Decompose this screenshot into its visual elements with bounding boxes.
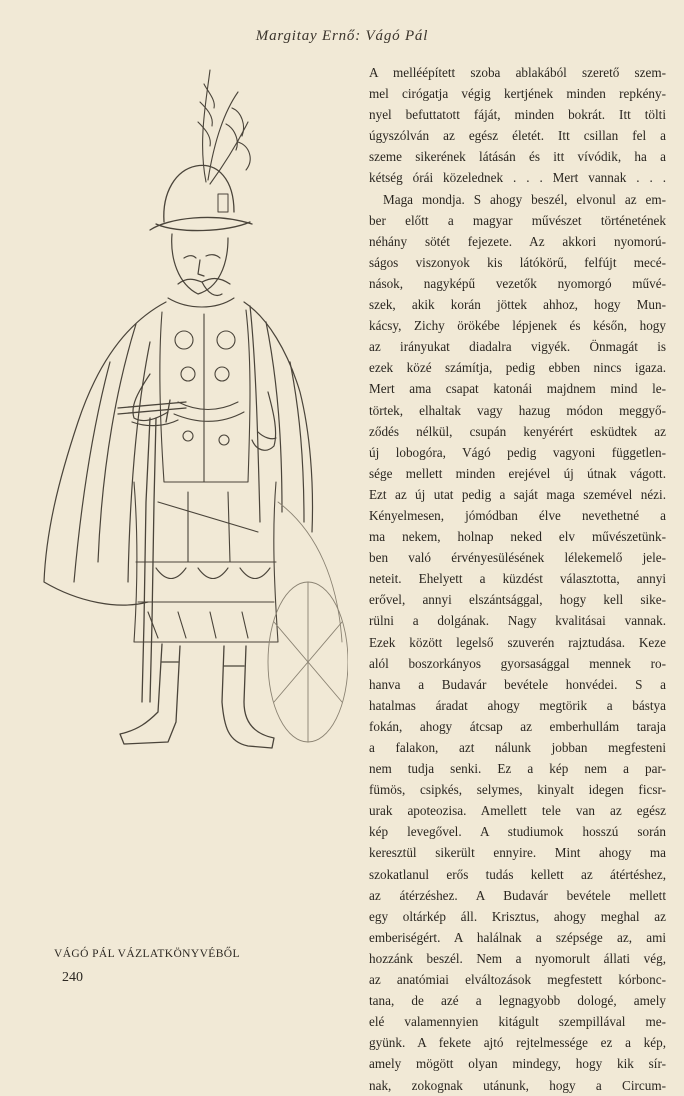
coat-skirt (134, 482, 278, 642)
text-line: fokán, ahogy átcsap az emberhullám taraja (369, 718, 666, 734)
text-line: Mert ama csapat katonái majdnem mind le- (369, 381, 666, 397)
plumed-hat (150, 165, 252, 230)
text-line: egy oltárkép áll. Krisztus, ahogy meghal az (369, 908, 666, 924)
text-line: hozzánk beszél. Nem a nyomorult állati vég, (369, 950, 666, 966)
text-line: nyel befuttatott fáját, minden bokrát. Itt tölti (369, 107, 666, 123)
page-number: 240 (62, 970, 83, 985)
text-line: szek, akik korán jöttek ahhoz, hogy Mun- (369, 297, 666, 313)
text-line: Kényelmesen, jómódban élve nevethetné a (369, 507, 666, 523)
text-line: törtek, elhaltak vagy hazug módon meggyő- (369, 402, 666, 418)
text-line: amely mögött olyan mindegy, hogy kik sír- (369, 1056, 666, 1072)
text-line: Maga mondja. S ahogy beszél, elvonul az em- (383, 191, 666, 207)
text-line: elé valamennyien kitágult szempillával me- (369, 1014, 666, 1030)
text-line: az anatómiai elváltozások megfestett kórbonc- (369, 972, 666, 988)
text-line: fümös, csipkés, selymes, kinyalt idegen ficsr- (369, 782, 666, 798)
text-line: ben való érvényesülésének lélekemelő jele- (369, 550, 666, 566)
text-line: Ezt az új utat pedig a saját maga szemével nézi. (369, 486, 666, 502)
text-line: tana, de azé a legnagyobb dologé, amely (369, 993, 666, 1009)
text-line: A melléépített szoba ablakából szerető szem- (369, 65, 666, 80)
text-line: hanva a Budavár bevétele honvédei. S a (369, 676, 666, 692)
text-line: nak, zokognak utánunk, hogy a Circum- (369, 1077, 666, 1093)
text-line: a falakon, azt nálunk jobban megfesteni (369, 740, 666, 755)
text-line: kétség órái közelednek . . . Mert vannak . . . (369, 170, 666, 186)
text-line: az átérzéshez. A Budavár bevétele mellett (369, 887, 666, 903)
hat-plume (198, 70, 250, 184)
text-line: erővel, annyi elszántsággal, hogy kell sike- (369, 592, 666, 608)
text-line: emberiségért. A halálnak a szépsége az, ami (369, 929, 666, 945)
text-line: urak apoteozisa. Amellett tele van az egész (369, 803, 666, 819)
text-line: ságos viszonyok kis látókörű, felfújt mecé- (369, 254, 666, 270)
text-line: Ezek között legelső szuverén rajztudása. Keze (369, 634, 666, 650)
text-line: ma nekem, holnap neked elv művészetünk- (369, 529, 666, 545)
text-line: ber előtt a magyar művészet történetének (369, 212, 666, 228)
dolman-coat (160, 298, 250, 482)
text-line: ezek közé számítja, pedig ebben nincs igaza. (369, 360, 666, 376)
nobleman-sketch-illustration (38, 62, 348, 782)
text-line: rülni a dolgának. Nagy kvalitásai vannak. (369, 613, 666, 629)
running-head: Margitay Ernő: Vágó Pál (255, 28, 429, 44)
background-wheel-sketch (268, 502, 348, 742)
sabre (118, 400, 186, 702)
text-line: neteit. Ehelyett a küzdést választotta, annyi (369, 571, 666, 587)
text-line: új lobogóra, Vágó pedig vagyoni független- (369, 444, 666, 460)
text-line: szeme sikerének látásán és itt vívódik, ha a (369, 149, 666, 165)
text-line: ződés nélkül, csupán kenyérért esküdtek az (369, 423, 666, 439)
text-line: gyünk. A fekete ajtó rejtelmessége ez a kép, (369, 1035, 666, 1051)
text-line: kép levegővel. A studiumok hosszú során (369, 824, 666, 840)
illustration-caption: VÁGÓ PÁL VÁZLATKÖNYVÉBŐL (54, 948, 240, 960)
text-line: kácsy, Zichy örökébe lépjenek és későn, hogy (369, 318, 666, 334)
text-line: nem tudja senki. Ez a kép nem a par- (369, 761, 666, 777)
text-line: az irányukat diadalra vigyék. Önmagát is (369, 339, 666, 355)
text-line: hatalmas áradat ahogy megtörik a bástya (369, 697, 666, 713)
text-line: sége mellett minden erejével új útnak vágott. (369, 465, 666, 481)
text-line: úgyszólván az egész életét. Itt csillan fel a (369, 128, 666, 144)
text-line: nások, nagyképű vezetők nyomorgó művé- (369, 275, 666, 291)
text-line: szokatlanul erős tudás kellett az átértéshez, (369, 866, 666, 882)
text-line: mel cirógatja végig kertjének minden repkény- (369, 86, 666, 102)
body-text-column (369, 62, 666, 1096)
text-line: keresztül sikerült ennyire. Mint ahogy ma (369, 845, 666, 861)
text-line: néhány sötét fejezete. Az akkori nyomorú- (369, 233, 666, 249)
text-line: alól boszorkányos gyorsasággal mennek ro- (369, 655, 666, 671)
face (172, 234, 230, 296)
